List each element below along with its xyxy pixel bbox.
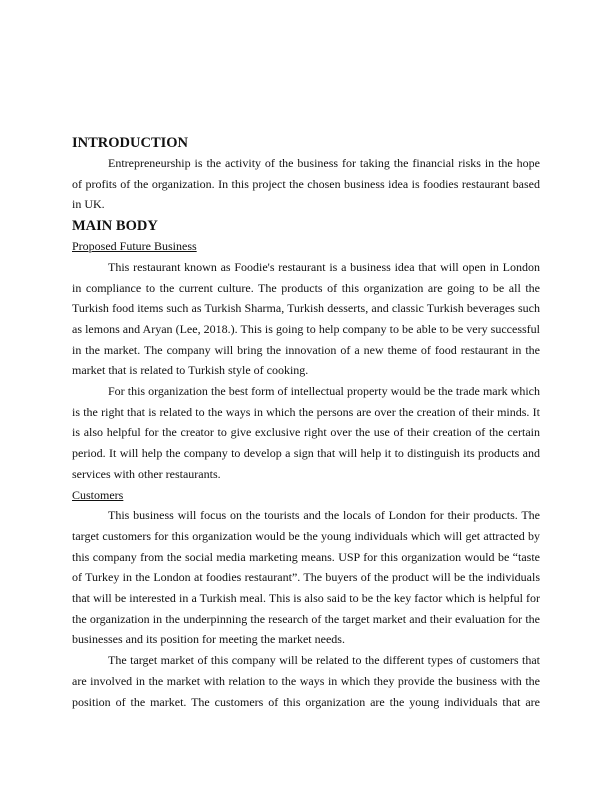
main-body-heading: MAIN BODY bbox=[72, 218, 158, 235]
body-paragraph: The target market of this company will be related to the different types of customers that are involved in the market with relation to the ways in which they provide the business with the position of the market. The customers of this organization are the young individuals that are bbox=[72, 653, 540, 709]
document-page bbox=[72, 133, 540, 712]
body-paragraph: This business will focus on the tourists and the locals of London for their products. The target customers for this organization would be the young individuals which will get attracted by this company from the social media marketing means. USP for this organization would be “taste of Turkey in the London at foodies restaurant”. The buyers of the product will be the individuals that will be interested in a Turkish meal. This is also said to be the key factor which is helpful for the organization in the underpinning the research of the target market and their evaluation for the businesses and its position for meeting the market needs. bbox=[72, 508, 540, 647]
section-title-customers: Customers bbox=[72, 487, 124, 502]
introduction-paragraph: Entrepreneurship is the activity of the business for taking the financial risks in the hope of profits of the organization. In this project the chosen business idea is foodies restaurant based in UK. bbox=[72, 156, 540, 212]
introduction-heading: INTRODUCTION bbox=[72, 135, 189, 151]
body-paragraph: This restaurant known as Foodie's restaurant is a business idea that will open in London in compliance to the current culture. The products of this organization are going to be all the Turkish food items such as Turkish Sharma, Turkish desserts, and classic Turkish beverages such as lemons and Aryan (Lee, 2018.). This is going to help company to be able to be very successful in the market. The company will bring the innovation of a new theme of food restaurant in the market that is related to Turkish style of cooking. bbox=[72, 259, 540, 378]
body-paragraph: For this organization the best form of intellectual property would be the trade mark which is the right that is related to the ways in which the persons are over the creation of their minds. It is also helpful for the creator to give exclusive right over the use of their creation of the certain period. It will help the company to develop a sign that will help it to distinguish its products and services with other restaurants. bbox=[72, 384, 540, 481]
section-title-proposed-future-business: Proposed Future Business bbox=[72, 239, 197, 254]
